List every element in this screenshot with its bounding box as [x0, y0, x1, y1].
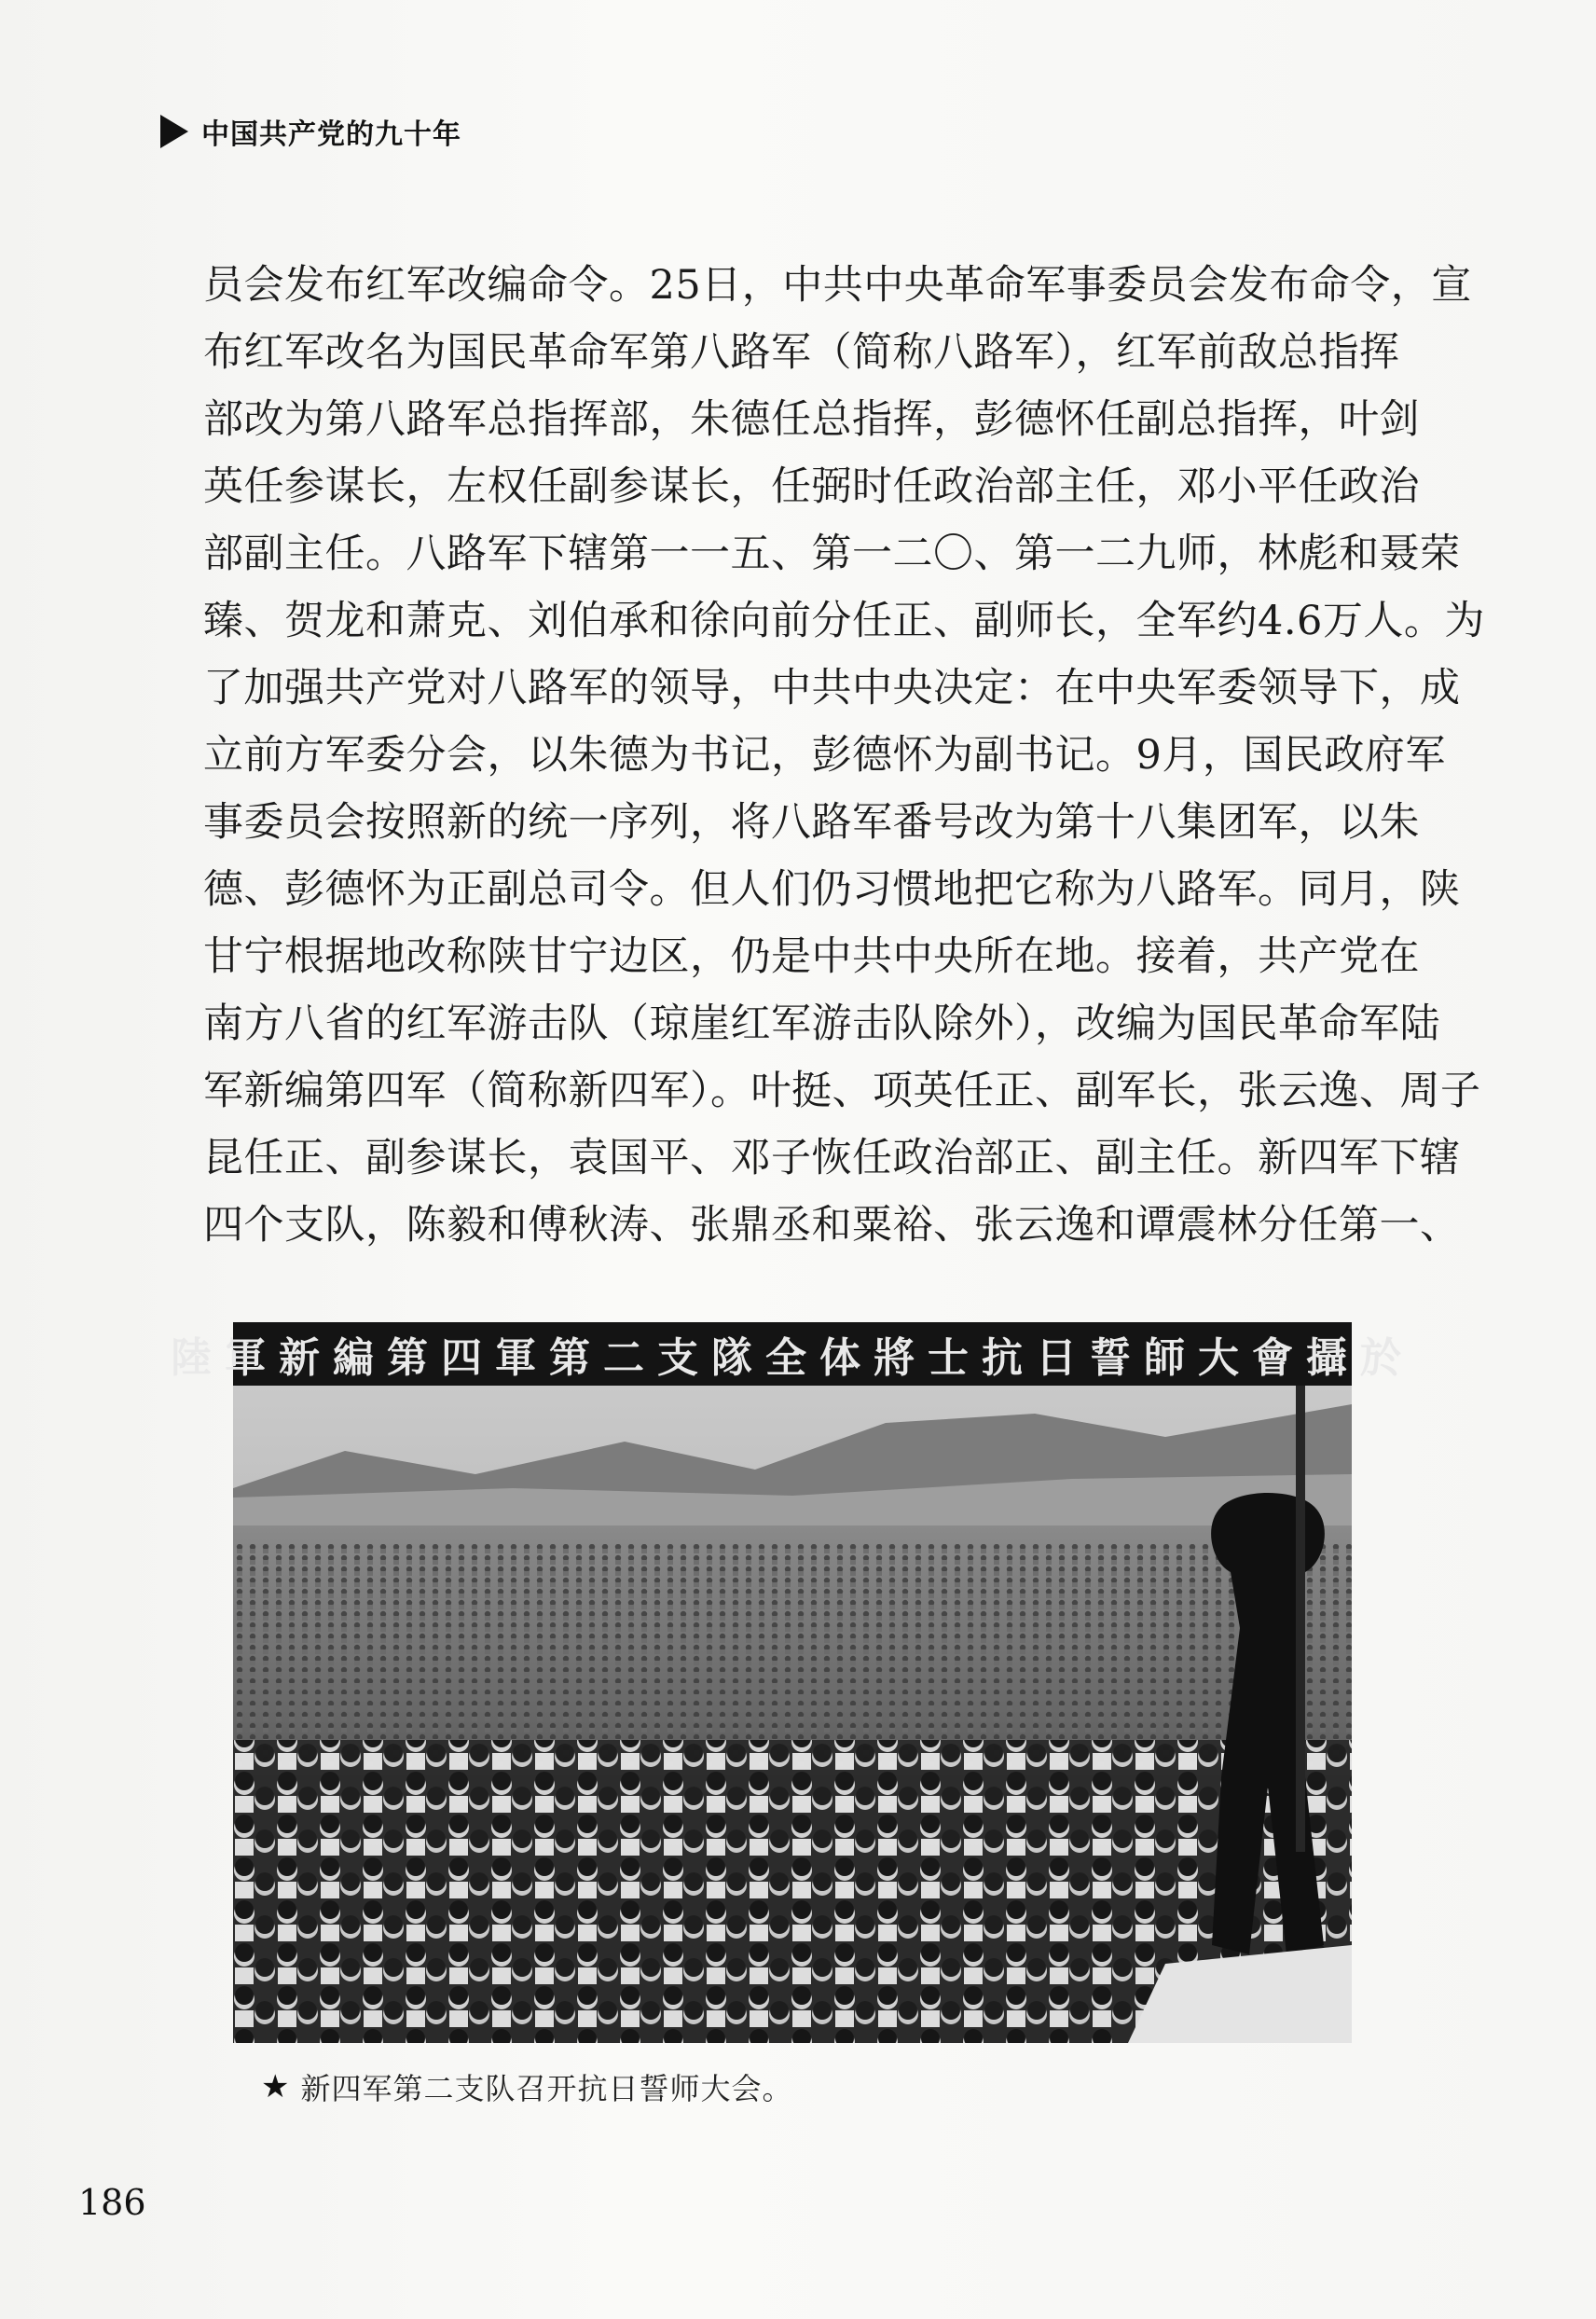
text-line: 英任参谋长，左权任副参谋长，任弼时任政治部主任，邓小平任政治: [203, 463, 1420, 510]
book-title: 中国共产党的九十年: [201, 118, 461, 151]
running-header: [160, 110, 461, 153]
text-line: 部改为第八路军总指挥部，朱德任总指挥，彭德怀任副总指挥，叶剑: [203, 396, 1420, 443]
text-line: 立前方军委分会，以朱德为书记，彭德怀为副书记。9月，国民政府军: [203, 732, 1446, 779]
text-line: 事委员会按照新的统一序列，将八路军番号改为第十八集团军，以朱: [203, 799, 1420, 846]
text-line: 臻、贺龙和萧克、刘伯承和徐向前分任正、副师长，全军约4.6万人。为: [203, 598, 1485, 644]
text-line: 德、彭德怀为正副总司令。但人们仍习惯地把它称为八路军。同月，陕: [203, 866, 1461, 913]
text-line: 了加强共产党对八路军的领导，中共中央决定：在中央军委领导下，成: [203, 665, 1461, 711]
caption-text: 新四军第二支队召开抗日誓师大会。: [300, 2071, 793, 2106]
photo-banner-text: 陸軍新編第四軍第二支隊全体將士抗日誓師大會攝於: [171, 1334, 1414, 1382]
page-number: 186: [78, 2182, 146, 2223]
historical-photo: [171, 1322, 1414, 2043]
text-line: 四个支队，陈毅和傅秋涛、张鼎丞和粟裕、张云逸和谭震林分任第一、: [203, 1202, 1461, 1249]
play-arrow-icon: [160, 115, 188, 148]
text-line: 部副主任。八路军下辖第一一五、第一二〇、第一二九师，林彪和聂荣: [203, 531, 1461, 577]
star-icon: ★: [261, 2068, 290, 2105]
crowd-scene-image: [233, 1386, 1352, 2043]
body-paragraph: [203, 252, 1485, 1259]
text-line: 员会发布红军改编命令。25日，中共中央革命军事委员会发布命令，宣: [203, 262, 1472, 309]
photo-banner: [171, 1322, 1414, 1386]
text-line: 甘宁根据地改称陕甘宁边区，仍是中共中央所在地。接着，共产党在: [203, 933, 1420, 980]
text-line: 昆任正、副参谋长，袁国平、邓子恢任政治部正、副主任。新四军下辖: [203, 1135, 1461, 1181]
photo-caption: [261, 2065, 793, 2108]
text-line: 军新编第四军（简称新四军）。叶挺、项英任正、副军长，张云逸、周子: [203, 1068, 1481, 1114]
text-line: 南方八省的红军游击队（琼崖红军游击队除外），改编为国民革命军陆: [203, 1001, 1440, 1047]
text-line: 布红军改名为国民革命军第八路军（简称八路军），红军前敌总指挥: [203, 329, 1400, 376]
